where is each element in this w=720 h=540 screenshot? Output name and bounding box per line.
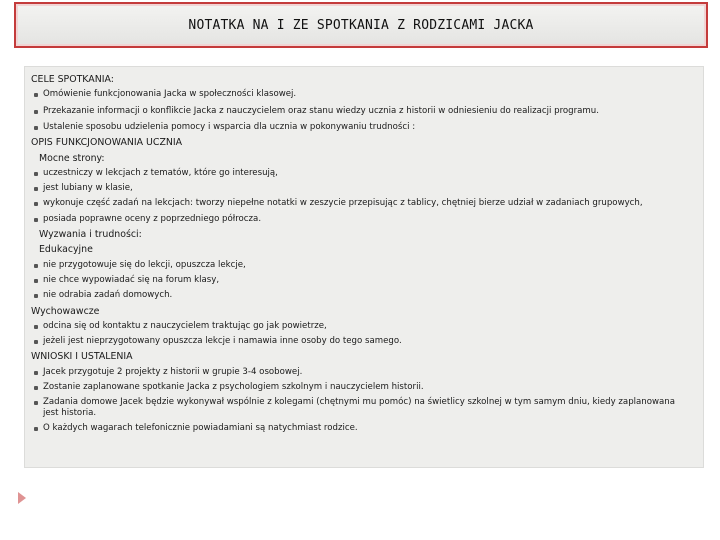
wyzwania-heading: Wyzwania i trudności: <box>39 229 142 241</box>
wnioski-item: Zadania domowe Jacek będzie wykonywał wspólnie z kolegami (chętnymi mu pomóc) na świetlicy szkolnej w tym samym dniu, kiedy zaplanowana jest historia. <box>31 397 697 418</box>
edukacyjne-item: nie chce wypowiadać się na forum klasy, <box>31 275 697 285</box>
edukacyjne-item: nie przygotowuje się do lekcji, opuszcza lekcje, <box>31 260 697 270</box>
mocne-item: posiada poprawne oceny z poprzedniego półrocza. <box>31 214 697 224</box>
slide-arrow-icon <box>18 492 26 504</box>
cele-item: Ustalenie sposobu udzielenia pomocy i wsparcia dla ucznia w pokonywaniu trudności : <box>31 122 697 132</box>
title-banner <box>14 2 708 48</box>
edukacyjne-heading: Edukacyjne <box>39 244 93 256</box>
mocne-item: jest lubiany w klasie, <box>31 183 697 193</box>
wnioski-item: O każdych wagarach telefonicznie powiadamiani są natychmiast rodzice. <box>31 423 697 433</box>
mocne-item: uczestniczy w lekcjach z tematów, które go interesują, <box>31 168 697 178</box>
mocne-heading: Mocne strony: <box>39 152 105 164</box>
cele-heading: CELE SPOTKANIA: <box>31 74 114 85</box>
wnioski-item: Jacek przygotuje 2 projekty z historii w grupie 3-4 osobowej. <box>31 367 697 377</box>
wnioski-heading: WNIOSKI I USTALENIA <box>31 351 133 363</box>
wnioski-item: Zostanie zaplanowane spotkanie Jacka z psychologiem szkolnym i nauczycielem historii. <box>31 382 697 392</box>
wychowawcze-item: jeżeli jest nieprzygotowany opuszcza lekcje i namawia inne osoby do tego samego. <box>31 336 697 346</box>
cele-item: Omówienie funkcjonowania Jacka w społeczności klasowej. <box>31 89 697 99</box>
page-title: NOTATKA NA I ZE SPOTKANIA Z RODZICAMI JACKA <box>188 17 534 33</box>
mocne-item: wykonuje część zadań na lekcjach: tworzy niepełne notatki w zeszycie przepisując z tablicy, chętniej bierze udział w zadaniach grupowych, <box>31 198 697 208</box>
cele-item: Przekazanie informacji o konflikcie Jacka z nauczycielem oraz stanu wiedzy ucznia z historii w odniesieniu do realizacji programu. <box>31 106 697 116</box>
edukacyjne-item: nie odrabia zadań domowych. <box>31 290 697 300</box>
wychowawcze-item: odcina się od kontaktu z nauczycielem traktując go jak powietrze, <box>31 321 697 331</box>
wychowawcze-heading: Wychowawcze <box>31 305 100 317</box>
opis-heading: OPIS FUNKCJONOWANIA UCZNIA <box>31 137 183 149</box>
note-content <box>24 66 704 468</box>
